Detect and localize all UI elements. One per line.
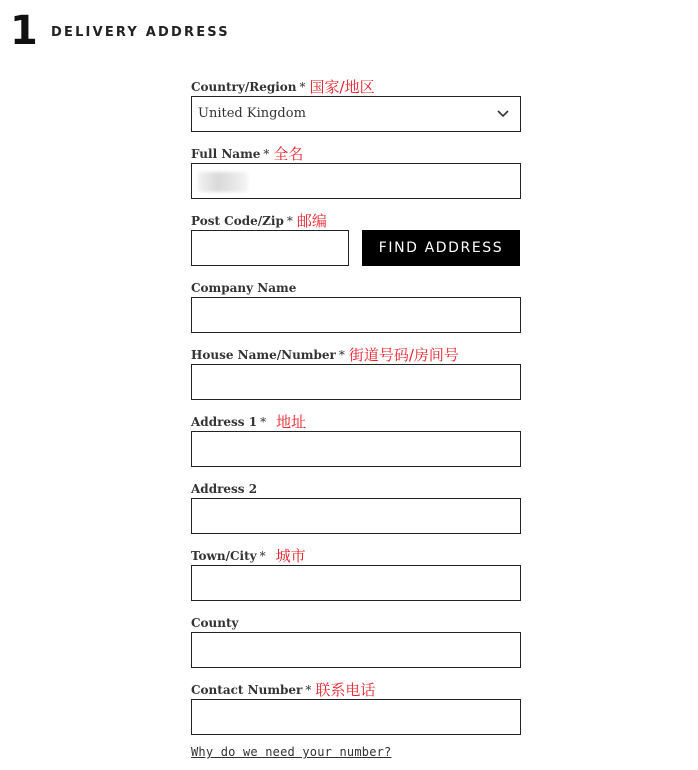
contact-label: Contact Number <box>191 683 303 697</box>
town-input[interactable] <box>191 565 521 601</box>
house-note: 街道号码/房间号 <box>348 346 459 364</box>
country-note: 国家/地区 <box>309 78 375 96</box>
required-marker: * <box>305 683 312 697</box>
county-field <box>191 610 521 677</box>
postcode-input[interactable] <box>191 230 349 266</box>
house-input[interactable] <box>191 364 521 400</box>
required-marker: * <box>259 549 266 563</box>
postcode-label-row <box>191 208 521 230</box>
address1-label-row <box>191 409 521 431</box>
contact-label-row <box>191 677 521 699</box>
postcode-label: Post Code/Zip <box>191 214 284 228</box>
country-select[interactable] <box>191 96 521 132</box>
county-input[interactable] <box>191 632 521 668</box>
address2-label-row <box>191 476 521 498</box>
full-name-label-row <box>191 141 521 163</box>
address1-input[interactable] <box>191 431 521 467</box>
step-number: 1 <box>10 8 38 54</box>
county-label: County <box>191 616 239 630</box>
country-label: Country/Region <box>191 80 297 94</box>
company-label-row <box>191 275 521 297</box>
required-marker: * <box>299 80 306 94</box>
address1-label: Address 1 <box>191 415 258 429</box>
country-select-value: United Kingdom <box>198 106 306 121</box>
chevron-down-icon <box>496 106 510 120</box>
delivery-address-form <box>191 74 521 744</box>
required-marker: * <box>286 214 293 228</box>
house-label: House Name/Number <box>191 348 336 362</box>
country-label-row <box>191 74 521 96</box>
company-field <box>191 275 521 342</box>
town-label: Town/City <box>191 549 257 563</box>
full-name-field <box>191 141 521 208</box>
contact-note: 联系电话 <box>315 681 376 699</box>
required-marker: * <box>260 415 267 429</box>
house-label-row <box>191 342 521 364</box>
full-name-input[interactable] <box>191 163 521 199</box>
company-input[interactable] <box>191 297 521 333</box>
address2-field <box>191 476 521 543</box>
country-field <box>191 74 521 141</box>
step-title: DELIVERY ADDRESS <box>51 24 230 40</box>
house-field <box>191 342 521 409</box>
redacted-name <box>198 172 248 192</box>
contact-number-input[interactable] <box>191 699 521 735</box>
required-marker: * <box>338 348 345 362</box>
town-note: 城市 <box>275 547 306 565</box>
contact-field <box>191 677 521 744</box>
address2-input[interactable] <box>191 498 521 534</box>
address2-label: Address 2 <box>191 482 258 496</box>
postcode-field <box>191 208 521 275</box>
county-label-row <box>191 610 521 632</box>
address1-field <box>191 409 521 476</box>
full-name-label: Full Name <box>191 147 261 161</box>
full-name-note: 全名 <box>273 145 304 163</box>
why-number-link[interactable]: Why do we need your number? <box>191 745 392 759</box>
address1-note: 地址 <box>276 413 307 431</box>
postcode-note: 邮编 <box>296 212 327 230</box>
required-marker: * <box>263 147 270 161</box>
town-field <box>191 543 521 610</box>
town-label-row <box>191 543 521 565</box>
find-address-button[interactable]: FIND ADDRESS <box>362 230 520 266</box>
company-label: Company Name <box>191 281 297 295</box>
step-header <box>10 8 230 54</box>
